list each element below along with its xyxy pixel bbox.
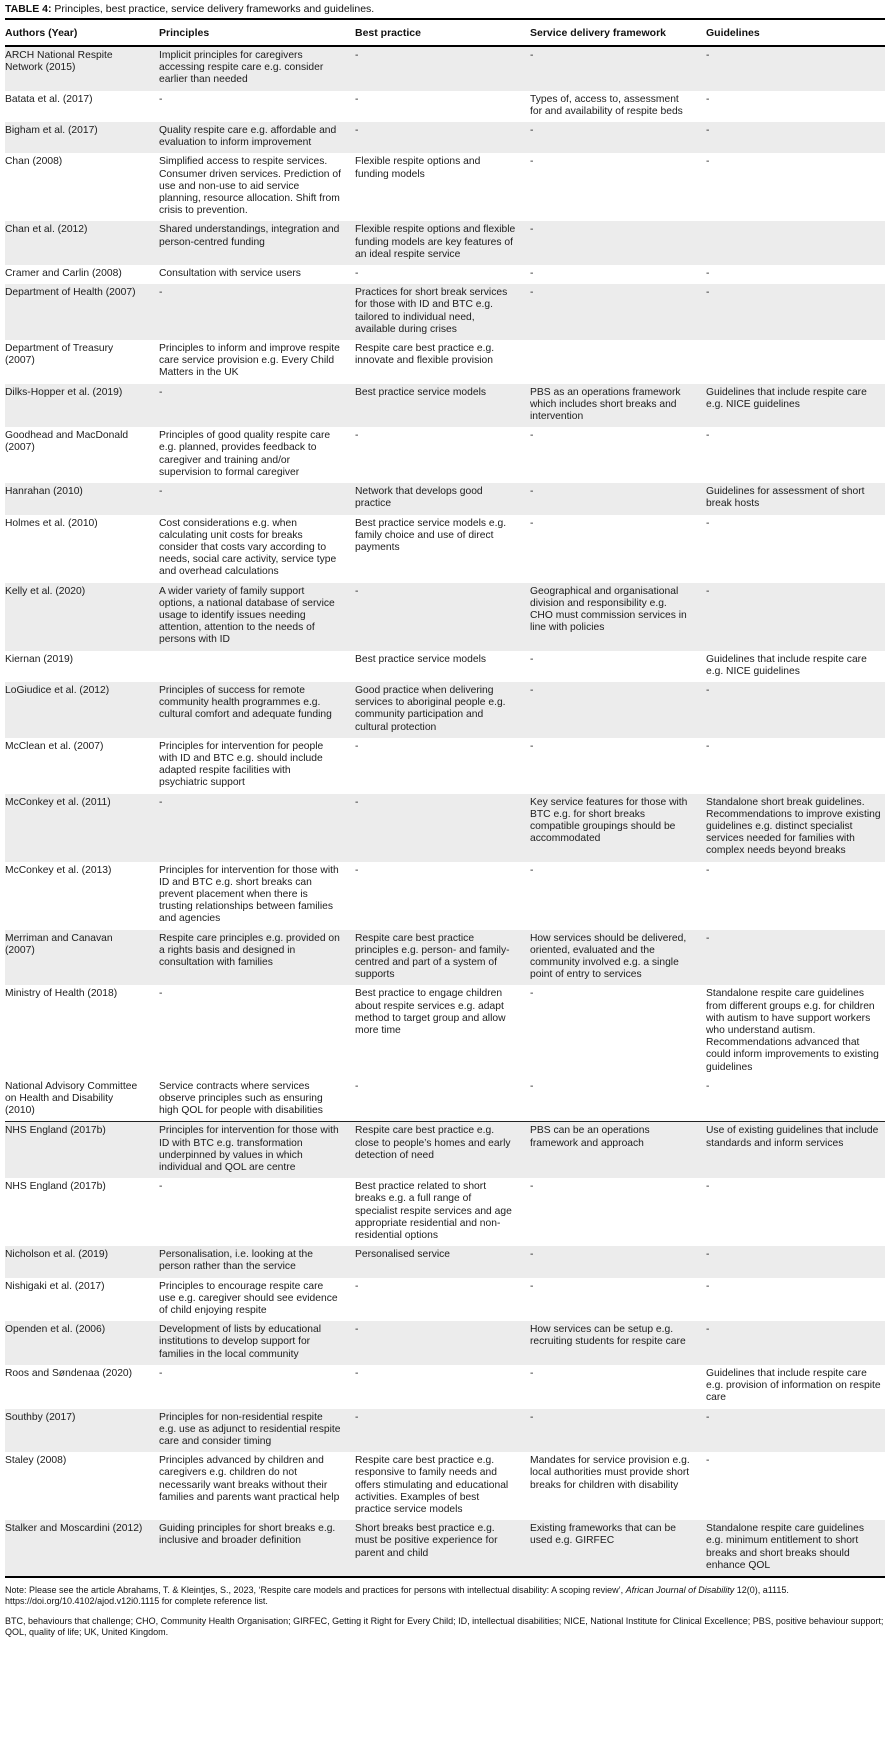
principles-cell: -	[159, 93, 163, 105]
author-cell: ARCH National Respite Network (2015)	[5, 50, 113, 74]
guidelines-cell: -	[706, 932, 710, 944]
framework-cell: -	[530, 653, 534, 665]
author-cell: Chan (2008)	[5, 156, 63, 168]
framework-cell: -	[530, 224, 534, 236]
best-practice-cell: Best practice to engage children about respite services e.g. adapt method to target group and allow more time	[355, 988, 506, 1037]
table-header	[5, 19, 885, 46]
guidelines-cell: -	[706, 268, 710, 280]
author-cell: Chan et al. (2012)	[5, 224, 88, 236]
framework-cell	[530, 340, 706, 384]
principles-cell: Principles for intervention for people with ID and BTC e.g. should include adapted respite facilities with psychiatric support	[159, 740, 324, 789]
framework-cell: -	[530, 486, 534, 498]
principles-cell: Service contracts where services observe principles such as ensuring high QOL for people with disabilities	[159, 1080, 323, 1117]
principles-cell: -	[159, 796, 163, 808]
guidelines-cell: -	[706, 1280, 710, 1292]
table-row	[5, 265, 885, 284]
header-row	[5, 19, 885, 46]
framework-cell: -	[530, 684, 534, 696]
column-header-principles: Principles	[159, 19, 355, 46]
framework-cell: -	[530, 740, 534, 752]
table-row	[5, 1246, 885, 1277]
principles-cell: Development of lists by educational institutions to develop support for families in the local community	[159, 1324, 321, 1360]
principles-cell: -	[159, 386, 163, 398]
table-row	[5, 483, 885, 514]
guidelines-cell: -	[706, 684, 710, 696]
best-practice-cell: -	[355, 796, 359, 808]
guidelines-cell: Standalone short break guidelines. Recommendations to improve existing guidelines e.g. distinct specialist services needed for families with complex needs beyond breaks	[706, 796, 881, 857]
table-row	[5, 794, 885, 862]
author-cell: Hanrahan (2010)	[5, 486, 83, 498]
table-row	[5, 91, 885, 122]
best-practice-cell: Flexible respite options and funding models	[355, 156, 481, 180]
framework-cell: -	[530, 1249, 534, 1261]
principles-cell: Principles of good quality respite care e.g. planned, provides feedback to caregiver and training and/or supervision to formal caregiver	[159, 430, 331, 478]
principles-cell: Principles to encourage respite care use e.g. caregiver should see evidence of child enjoying respite	[159, 1280, 338, 1317]
guidelines-cell	[706, 340, 885, 384]
framework-cell: -	[530, 1080, 534, 1092]
guidelines-cell: -	[706, 1249, 710, 1261]
author-cell: McConkey et al. (2013)	[5, 864, 112, 876]
author-cell: Kelly et al. (2020)	[5, 585, 86, 597]
table-row	[5, 583, 885, 651]
guidelines-cell: -	[706, 864, 710, 876]
column-header-best-practice: Best practice	[355, 19, 530, 46]
table-row	[5, 46, 885, 91]
guidelines-cell: Guidelines that include respite care e.g. NICE guidelines	[706, 653, 867, 677]
author-cell: NHS England (2017b)	[5, 1181, 106, 1193]
abbreviations-note: BTC, behaviours that challenge; CHO, Community Health Organisation; GIRFEC, Getting it Right for Every Child; ID, intellectual disabilities; NICE, National Institute for Clinical Excellence; PBS, positive behaviour support; QOL, quality of life; UK, United Kingdom.	[5, 1615, 884, 1638]
table-body	[5, 46, 885, 1577]
best-practice-cell: Respite care best practice e.g. responsive to family needs and offers stimulating and educational activities. Examples of best practice service models	[355, 1455, 509, 1515]
guidelines-cell: Guidelines that include respite care e.g. NICE guidelines	[706, 386, 867, 410]
guidelines-cell: Standalone respite care guidelines e.g. minimum entitlement to short breaks and short breaks should enhance QOL	[706, 1523, 864, 1571]
framework-cell: PBS as an operations framework which includes short breaks and intervention	[530, 386, 681, 423]
framework-cell: -	[530, 1411, 534, 1423]
best-practice-cell: Respite care best practice e.g. innovate and flexible provision	[355, 343, 495, 367]
author-cell: Southby (2017)	[5, 1411, 76, 1423]
best-practice-cell: -	[355, 1411, 359, 1423]
table-row	[5, 221, 885, 265]
table-row	[5, 1452, 885, 1520]
principles-cell: Principles advanced by children and caregivers e.g. children do not necessarily want breaks without their families and parents want practical help	[159, 1455, 340, 1503]
author-cell: Cramer and Carlin (2008)	[5, 268, 122, 280]
best-practice-cell: -	[355, 1280, 359, 1292]
author-cell: Kiernan (2019)	[5, 653, 74, 665]
best-practice-cell: Network that develops good practice	[355, 486, 483, 510]
column-header-service-delivery-framework: Service delivery framework	[530, 19, 706, 46]
principles-cell	[159, 651, 355, 682]
author-cell: Dilks-Hopper et al. (2019)	[5, 386, 123, 398]
principles-cell: -	[159, 486, 163, 498]
table-row	[5, 651, 885, 682]
principles-cell: -	[159, 1367, 163, 1379]
table-row	[5, 738, 885, 794]
guidelines-cell: Guidelines that include respite care e.g. provision of information on respite care	[706, 1367, 881, 1404]
table-row	[5, 384, 885, 428]
framework-cell: How services can be setup e.g. recruiting students for respite care	[530, 1324, 686, 1348]
author-cell: Roos and Søndenaa (2020)	[5, 1367, 133, 1379]
best-practice-cell: Practices for short break services for those with ID and BTC e.g. tailored to individual need, available during crises	[355, 287, 508, 335]
reference-note-suffix: 12(0), a1115. https://doi.org/10.4102/ajod.v12i0.1115 for complete reference list.	[5, 1584, 789, 1607]
guidelines-cell: -	[706, 1455, 710, 1467]
best-practice-cell: Good practice when delivering services to aboriginal people e.g. community participation and cultural protection	[355, 684, 506, 733]
best-practice-cell: Respite care best practice e.g. close to people’s homes and early detection of need	[355, 1122, 530, 1178]
table-row	[5, 1178, 885, 1246]
reference-note-prefix: Note: Please see the article Abrahams, T. & Kleintjes, S., 2023, ‘Respite care models and practices for persons with intellectual disability: A scoping review’,	[5, 1584, 626, 1595]
guidelines-cell: -	[706, 287, 710, 299]
principles-cell: -	[159, 287, 163, 299]
principles-cell: A wider variety of family support options, a national database of service usage to identify issues needing attention, attention to the needs of persons with ID	[159, 585, 335, 646]
table-title	[5, 2, 885, 18]
guidelines-cell: -	[706, 93, 710, 105]
author-cell: Batata et al. (2017)	[5, 93, 93, 105]
table-row	[5, 1520, 885, 1577]
principles-table	[5, 18, 885, 1578]
principles-cell: -	[159, 1181, 163, 1193]
best-practice-cell: Best practice related to short breaks e.g. a full range of specialist respite services and age appropriate residential and non-residential options	[355, 1181, 512, 1242]
table-row	[5, 153, 885, 221]
author-cell: McConkey et al. (2011)	[5, 796, 111, 808]
framework-cell: How services should be delivered, oriented, evaluated and the community involved e.g. a single point of entry to services	[530, 932, 687, 981]
best-practice-cell: -	[355, 585, 359, 597]
framework-cell: -	[530, 156, 534, 168]
framework-cell: -	[530, 125, 534, 137]
principles-cell: Consultation with service users	[159, 268, 301, 280]
author-cell: Ministry of Health (2018)	[5, 988, 118, 1000]
best-practice-cell: Personalised service	[355, 1249, 451, 1261]
best-practice-cell: -	[355, 740, 359, 752]
framework-cell: -	[530, 287, 534, 299]
author-cell: NHS England (2017b)	[5, 1122, 159, 1178]
principles-cell: Principles of success for remote community health programmes e.g. cultural comfort and adequate funding	[159, 684, 332, 721]
guidelines-cell: Guidelines for assessment of short break hosts	[706, 486, 865, 510]
column-header-authors: Authors (Year)	[5, 19, 159, 46]
table-row	[5, 1078, 885, 1122]
best-practice-cell: Best practice service models	[355, 386, 487, 398]
principles-cell: Personalisation, i.e. looking at the person rather than the service	[159, 1249, 313, 1273]
principles-cell: Implicit principles for caregivers accessing respite care e.g. consider earlier than needed	[159, 50, 324, 86]
table-row	[5, 1321, 885, 1365]
table-row	[5, 1278, 885, 1322]
guidelines-cell: -	[706, 156, 710, 168]
table-row	[5, 1122, 885, 1178]
author-cell: Goodhead and MacDonald (2007)	[5, 430, 129, 454]
framework-cell: PBS can be an operations framework and approach	[530, 1122, 706, 1178]
framework-cell: Types of, access to, assessment for and availability of respite beds	[530, 93, 683, 117]
table-row	[5, 284, 885, 340]
author-cell: Bigham et al. (2017)	[5, 125, 98, 137]
guidelines-cell: -	[706, 1324, 710, 1336]
principles-cell: Shared understandings, integration and person-centred funding	[159, 224, 340, 248]
author-cell: Openden et al. (2006)	[5, 1324, 106, 1336]
framework-cell: Mandates for service provision e.g. local authorities must provide short breaks for children with disability	[530, 1455, 690, 1491]
principles-cell: Guiding principles for short breaks e.g. inclusive and broader definition	[159, 1523, 336, 1547]
guidelines-cell: -	[706, 740, 710, 752]
table-row	[5, 122, 885, 153]
table-row	[5, 1409, 885, 1453]
framework-cell: Key service features for those with BTC e.g. for short breaks compatible groupings should be accommodated	[530, 796, 688, 845]
best-practice-cell: -	[355, 1080, 359, 1092]
guidelines-cell: -	[706, 1411, 710, 1423]
table-notes	[5, 1578, 885, 1639]
table-caption: Principles, best practice, service delivery frameworks and guidelines.	[51, 3, 375, 15]
best-practice-cell: -	[355, 864, 359, 876]
principles-cell: Quality respite care e.g. affordable and evaluation to inform improvement	[159, 125, 337, 149]
principles-cell: Cost considerations e.g. when calculating unit costs for breaks consider that costs vary according to needs, social care activity, service type and overhead calculations	[159, 517, 337, 578]
principles-cell: Principles for intervention for those with ID with BTC e.g. transformation underpinned by values in which individual and QOL are centre	[159, 1122, 355, 1178]
reference-note	[5, 1585, 885, 1608]
framework-cell: -	[530, 1367, 534, 1379]
author-cell: Nishigaki et al. (2017)	[5, 1280, 105, 1292]
journal-name: African Journal of Disability	[625, 1584, 735, 1595]
framework-cell: -	[530, 988, 534, 1000]
table-row	[5, 427, 885, 483]
framework-cell: -	[530, 268, 534, 280]
framework-cell: Geographical and organisational division and responsibility e.g. CHO must commission services in line with policies	[530, 585, 687, 634]
framework-cell: Existing frameworks that can be used e.g. GIRFEC	[530, 1523, 676, 1547]
principles-cell: -	[159, 988, 163, 1000]
author-cell: Nicholson et al. (2019)	[5, 1249, 109, 1261]
best-practice-cell: -	[355, 1367, 359, 1379]
best-practice-cell: -	[355, 125, 359, 137]
author-cell: McClean et al. (2007)	[5, 740, 104, 752]
framework-cell: -	[530, 517, 534, 529]
guidelines-cell: -	[706, 1080, 710, 1092]
table-row	[5, 340, 885, 384]
best-practice-cell: Respite care best practice principles e.g. person- and family-centred and part of a system of supports	[355, 932, 510, 981]
table-row	[5, 682, 885, 738]
author-cell: Stalker and Moscardini (2012)	[5, 1523, 143, 1535]
author-cell: Department of Health (2007)	[5, 287, 136, 299]
author-cell: Staley (2008)	[5, 1455, 67, 1467]
guidelines-cell	[706, 221, 885, 265]
guidelines-cell: -	[706, 430, 710, 442]
framework-cell: -	[530, 1181, 534, 1193]
principles-cell: Respite care principles e.g. provided on a rights basis and designed in consultation with families	[159, 932, 340, 968]
guidelines-cell: -	[706, 585, 710, 597]
principles-cell: Principles to inform and improve respite care service provision e.g. Every Child Matters in the UK	[159, 343, 340, 379]
best-practice-cell: -	[355, 50, 359, 61]
author-cell: LoGiudice et al. (2012)	[5, 684, 110, 696]
table-row	[5, 515, 885, 583]
table-row	[5, 930, 885, 986]
author-cell: Holmes et al. (2010)	[5, 517, 98, 529]
principles-cell: Simplified access to respite services. Consumer driven services. Prediction of use and non-use to aid service planning, resource allocation. Shift from crisis to prevention.	[159, 156, 341, 217]
guidelines-cell: Use of existing guidelines that include standards and inform services	[706, 1122, 885, 1178]
guidelines-cell: -	[706, 125, 710, 137]
framework-cell: -	[530, 50, 534, 61]
guidelines-cell: Standalone respite care guidelines from different groups e.g. for children with autism to have support workers who understand autism. Recommendations advanced that could inform improvements to existing guidelines	[706, 988, 879, 1073]
best-practice-cell: -	[355, 430, 359, 442]
author-cell: Merriman and Canavan (2007)	[5, 932, 113, 956]
table-number-label: TABLE 4:	[5, 3, 52, 15]
author-cell: National Advisory Committee on Health and Disability (2010)	[5, 1080, 138, 1117]
principles-cell: Principles for intervention for those with ID and BTC e.g. short breaks can prevent placement when there is trusting relationships between families and agencies	[159, 864, 339, 925]
table-row	[5, 1365, 885, 1409]
framework-cell: -	[530, 864, 534, 876]
best-practice-cell: Short breaks best practice e.g. must be positive experience for parent and child	[355, 1523, 498, 1559]
table-row	[5, 862, 885, 930]
principles-cell: Principles for non-residential respite e.g. use as adjunct to residential respite care and consider timing	[159, 1411, 341, 1447]
guidelines-cell: -	[706, 517, 710, 529]
author-cell: Department of Treasury (2007)	[5, 343, 114, 367]
framework-cell: -	[530, 430, 534, 442]
best-practice-cell: Flexible respite options and flexible funding models are key features of an ideal respite service	[355, 224, 516, 260]
best-practice-cell: Best practice service models	[355, 653, 487, 665]
guidelines-cell: -	[706, 1181, 710, 1193]
best-practice-cell: -	[355, 268, 359, 280]
best-practice-cell: -	[355, 1324, 359, 1336]
best-practice-cell: -	[355, 93, 359, 105]
framework-cell: -	[530, 1280, 534, 1292]
column-header-guidelines: Guidelines	[706, 19, 885, 46]
best-practice-cell: Best practice service models e.g. family choice and use of direct payments	[355, 517, 507, 553]
guidelines-cell: -	[706, 50, 710, 61]
table-row	[5, 985, 885, 1077]
